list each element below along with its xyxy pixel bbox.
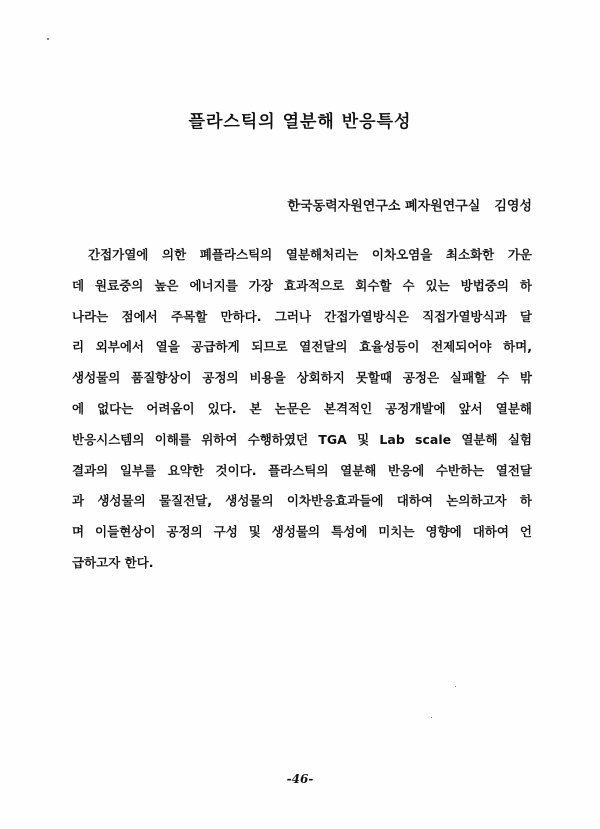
paper-title: 플라스틱의 열분해 반응특성 <box>188 112 412 132</box>
scan-speck <box>455 686 456 687</box>
abstract-body <box>72 240 532 579</box>
abstract-line: 간접가열에 의한 폐플라스틱의 열분해처리는 이차오염을 최소화한 가운 <box>88 247 532 262</box>
scan-speck <box>47 38 49 40</box>
abstract-line: 과 생성물의 물질전달, 생성물의 이차반응효과들에 대하여 논의하고자 하 <box>72 493 532 509</box>
abstract-line: 리 외부에서 열을 공급하게 되므로 열전달의 효율성등이 전제되어야 하며, <box>72 339 532 355</box>
abstract-line: 급하고자 한다. <box>72 554 154 570</box>
abstract-line: 데 원료중의 높은 에너지를 가장 효과적으로 회수할 수 있는 방법중의 하 <box>72 277 532 293</box>
abstract-line: 나라는 점에서 주목할 만하다. 그러나 간접가열방식은 직접가열방식과 달 <box>72 308 532 324</box>
abstract-line: 생성물의 품질향상이 공정의 비용을 상회하지 못할때 공정은 실패할 수 밖 <box>72 370 532 386</box>
institute-name: 한국동력자원연구소 폐자원연구실 <box>287 199 481 214</box>
author-name: 김영성 <box>494 199 532 214</box>
author-affiliation <box>287 195 532 214</box>
abstract-line: 며 이들현상이 공정의 구성 및 생성물의 특성에 미치는 영향에 대하여 언 <box>72 524 532 540</box>
page-number: -46- <box>286 772 314 786</box>
abstract-line: 반응시스템의 이해를 위하여 수행하였던 TGA 및 Lab scale 열분해 실험 <box>72 431 532 447</box>
scan-speck <box>431 717 432 718</box>
abstract-line: 에 없다는 어려움이 있다. 본 논문은 본격적인 공정개발에 앞서 열분해 <box>72 400 532 416</box>
abstract-line: 결과의 일부를 요약한 것이다. 플라스틱의 열분해 반응에 수반하는 열전달 <box>72 462 532 478</box>
